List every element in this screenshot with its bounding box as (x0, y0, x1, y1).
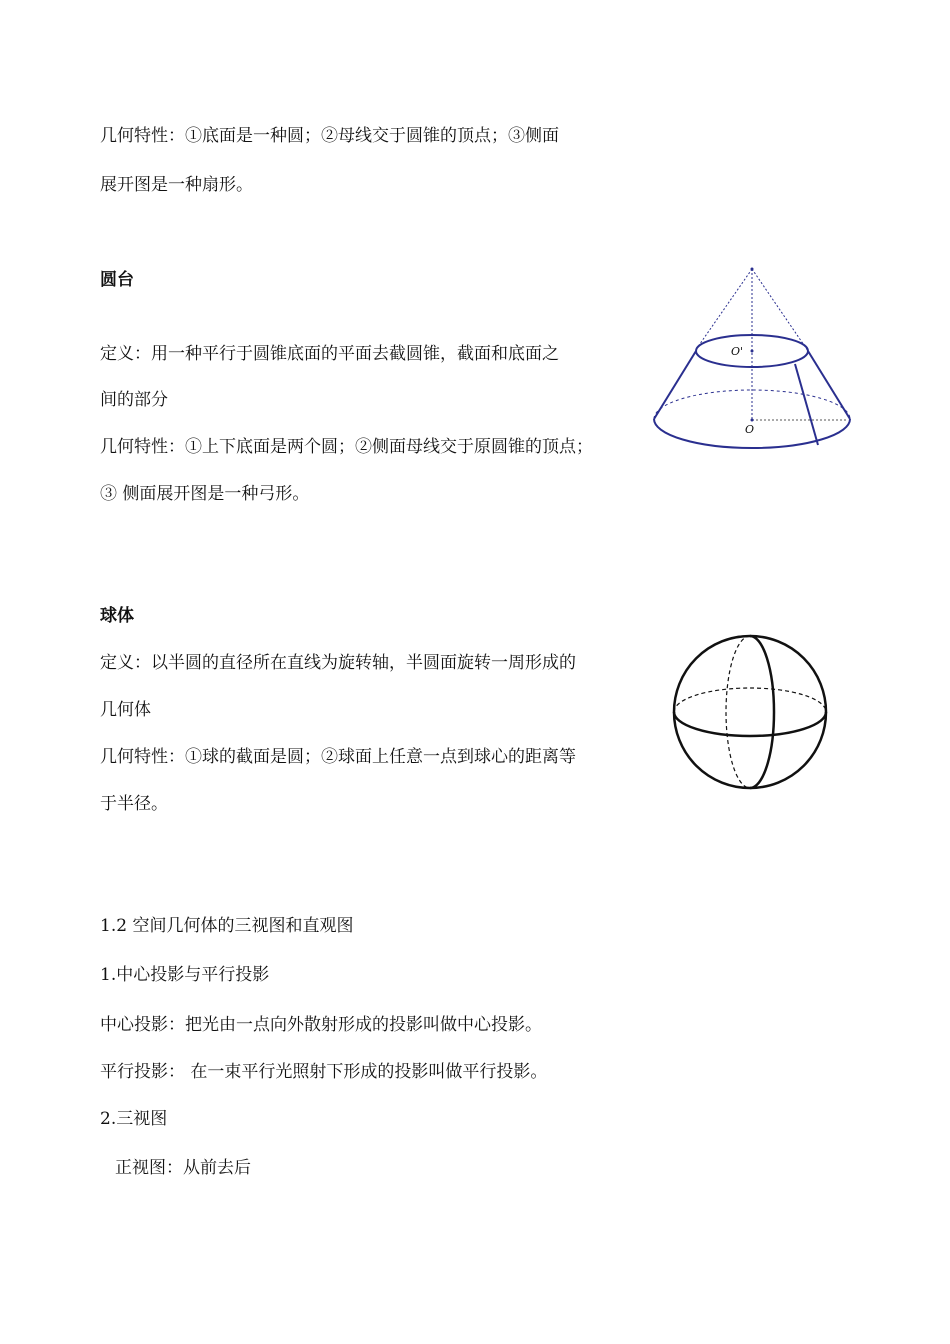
meridian-front (750, 636, 774, 788)
cone-properties-line1: 几何特性：①底面是一种圆；②母线交于圆锥的顶点；③侧面 (100, 126, 559, 146)
side-left (654, 351, 696, 419)
frustum-properties-line2: ③ 侧面展开图是一种弓形。 (100, 484, 310, 504)
frustum-properties-line1: 几何特性：①上下底面是两个圆；②侧面母线交于原圆锥的顶点； (100, 437, 593, 457)
apex-point (751, 268, 754, 271)
parallel-projection-text: 平行投影： 在一束平行光照射下形成的投影叫做平行投影。 (100, 1062, 548, 1082)
sphere-definition-line2: 几何体 (100, 700, 151, 720)
sphere-properties-line1: 几何特性：①球的截面是圆；②球面上任意一点到球心的距离等 (100, 747, 576, 767)
sphere-outline (674, 636, 826, 788)
equator-back (674, 688, 826, 712)
top-center-label: O' (731, 345, 744, 358)
sphere-figure (665, 630, 835, 795)
subsection-three-views-title: 2.三视图 (100, 1109, 168, 1129)
top-center-point (751, 350, 754, 353)
frustum-figure (645, 262, 860, 452)
meridian-back (726, 636, 750, 788)
frustum-definition-line2: 间的部分 (100, 390, 168, 410)
equator-front (674, 712, 826, 736)
sphere-definition-line1: 定义：以半圆的直径所在直线为旋转轴，半圆面旋转一周形成的 (100, 653, 576, 673)
sphere-heading: 球体 (100, 606, 134, 626)
central-projection-text: 中心投影：把光由一点向外散射形成的投影叫做中心投影。 (100, 1015, 542, 1035)
frustum-heading: 圆台 (100, 270, 134, 290)
subsection-projection-title: 1.中心投影与平行投影 (100, 965, 270, 985)
side-right (808, 351, 850, 419)
bottom-center-label: O (745, 423, 755, 436)
section-1-2-title: 1.2 空间几何体的三视图和直观图 (100, 916, 354, 936)
front-view-text: 正视图：从前去后 (115, 1158, 251, 1178)
cone-properties-line2: 展开图是一种扇形。 (100, 175, 253, 195)
apex-line-right (752, 269, 808, 351)
sphere-properties-line2: 于半径。 (100, 794, 168, 814)
generatrix-line (795, 364, 818, 445)
frustum-definition-line1: 定义：用一种平行于圆锥底面的平面去截圆锥，截面和底面之 (100, 344, 559, 364)
bottom-center-point (751, 419, 754, 422)
apex-line-left (695, 269, 752, 351)
